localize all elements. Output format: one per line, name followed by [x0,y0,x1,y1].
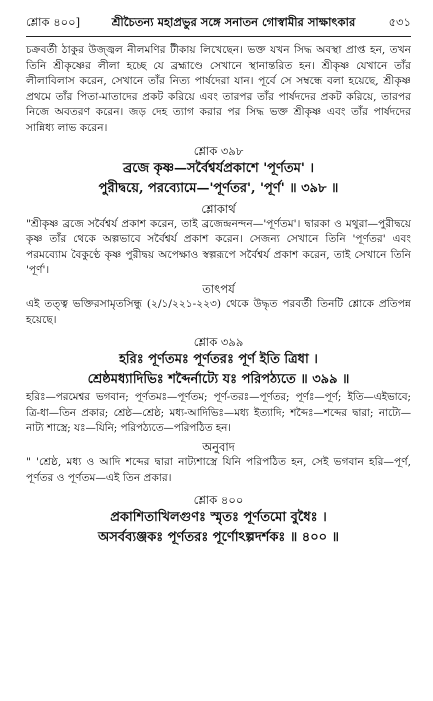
sloka-399-translation-heading: অনুবাদ [202,439,235,454]
sloka-398-purport-heading: তাৎপর্য [202,281,235,296]
running-header [26,14,411,37]
sloka-400-line-1: প্রকাশিতাখিলগুণঃ স্মৃতঃ পূর্ণতমো বুধৈঃ । [110,510,327,526]
sloka-398-line-2: পুরীদ্বয়ে, পরব্যোমে—'পূর্ণতর', 'পূর্ণ' ॥ ৩৯৮ ॥ [98,180,339,196]
page-number: ৫৩১ [388,15,411,29]
sloka-398-translation-heading: শ্লোকার্থ [201,201,236,216]
sloka-398-translation: "শ্রীকৃষ্ণ ব্রজে সর্বৈশ্বর্য প্রকাশ করেন, তাই ব্রজেন্দ্রনন্দন—'পূর্ণতম'। দ্বারকা ও মথুরা—পুরীদ্বয়ে কৃষ্ণ তাঁর থেকে অল্পভাবে সর্বৈশ্বর্য প্রকাশ করেন। সেজন্য সেখানে তিনি 'পূর্ণতর' এবং পরমব্যোম বৈকুণ্ঠে কৃষ্ণ পুরীদ্বয় অপেক্ষাও স্বল্পরূপে সর্বৈশ্বর্য প্রকাশ করেন, তাই সেখানে তিনি 'পূর্ণ'। [26,217,411,277]
intro-paragraph: চক্রবর্তী ঠাকুর উজ্জ্বল নীলমণির টীকায় লিখেছেন। ভক্ত যখন সিদ্ধ অবস্থা প্রাপ্ত হন, তখন তিনি শ্রীকৃষ্ণের লীলা হচ্ছে যে ব্রহ্মাণ্ডে সেখানে স্থানান্তরিত হন। শ্রীকৃষ্ণ যেখানে তাঁর লীলাবিলাস করেন, সেখানে তাঁর নিত্য পার্ষদেরা যান। পূর্বে সে সম্বন্ধে বলা হয়েছে, শ্রীকৃষ্ণ প্রথমে তাঁর পিতা-মাতাদের প্রকট করিয়ে এবং তারপর তাঁর পার্ষদদের প্রকট করিয়ে, তারপর নিজে অবতরণ করেন। জড় দেহ ত্যাগ করার পর সিদ্ধ ভক্ত শ্রীকৃষ্ণ এবং তাঁর পার্ষদদের সান্নিধ্য লাভ করেন। [26,44,411,134]
sloka-398-line-1: ব্রজে কৃষ্ণ—সর্বৈশ্বর্যপ্রকাশে 'পূর্ণতম' । [122,160,314,176]
sloka-400-heading: শ্লোক ৪০০ [193,493,244,508]
sloka-399-heading: শ্লোক ৩৯৯ [193,335,244,350]
sloka-398-heading: শ্লোক ৩৯৮ [193,143,244,158]
sloka-399-line-1: হরিঃ পূর্ণতমঃ পূর্ণতরঃ পূর্ণ ইতি ত্রিধা । [119,352,318,368]
header-verse-ref: শ্লোক ৪০০] [26,15,81,29]
header-title: শ্রীচৈতন্য মহাপ্রভুর সঙ্গে সনাতন গোস্বামীর সাক্ষাৎকার [111,15,356,29]
sloka-398-purport: এই তত্ত্ব ভক্তিরসামৃতসিন্ধু (২/১/২২১-২২৩) থেকে উদ্ধৃত পরবর্তী তিনটি শ্লোকে প্রতিপন্ন হয়েছে। [26,297,411,326]
sloka-399-translation: " 'শ্রেষ্ঠ, মধ্য ও আদি শব্দের দ্বারা নাট্যশাস্ত্রে যিনি পরিপঠিত হন, সেই ভগবান হরি—পূর্ণ, পূর্ণতর ও পূর্ণতম—এই তিন প্রকার। [26,455,411,484]
sloka-399-line-2: শ্রেষ্ঠমধ্যাদিভিঃ শব্দৈর্নাট্যে যঃ পরিপঠ্যতে ॥ ৩৯৯ ॥ [87,372,350,388]
sloka-400-line-2: অসর্বব্যঞ্জকঃ পূর্ণতরঃ পূর্ণোঽল্পদর্শকঃ ॥ ৪০০ ॥ [98,530,339,546]
sloka-399-word-meanings: হরিঃ—পরমেশ্বর ভগবান; পূর্ণতমঃ—পূর্ণতম; পূর্ণ-তরঃ—পূর্ণতর; পূর্ণঃ—পূর্ণ; ইতি—এইভাবে; ত্রি-ধা—তিন প্রকার; শ্রেষ্ঠ—শ্রেষ্ঠ; মধ্য-আদিভিঃ—মধ্য ইত্যাদি; শব্দৈঃ—শব্দের দ্বারা; নাট্যে—নাট্য শাস্ত্রে; যঃ—যিনি; পরিপঠ্যতে—পরিপঠিত হন। [26,391,411,435]
